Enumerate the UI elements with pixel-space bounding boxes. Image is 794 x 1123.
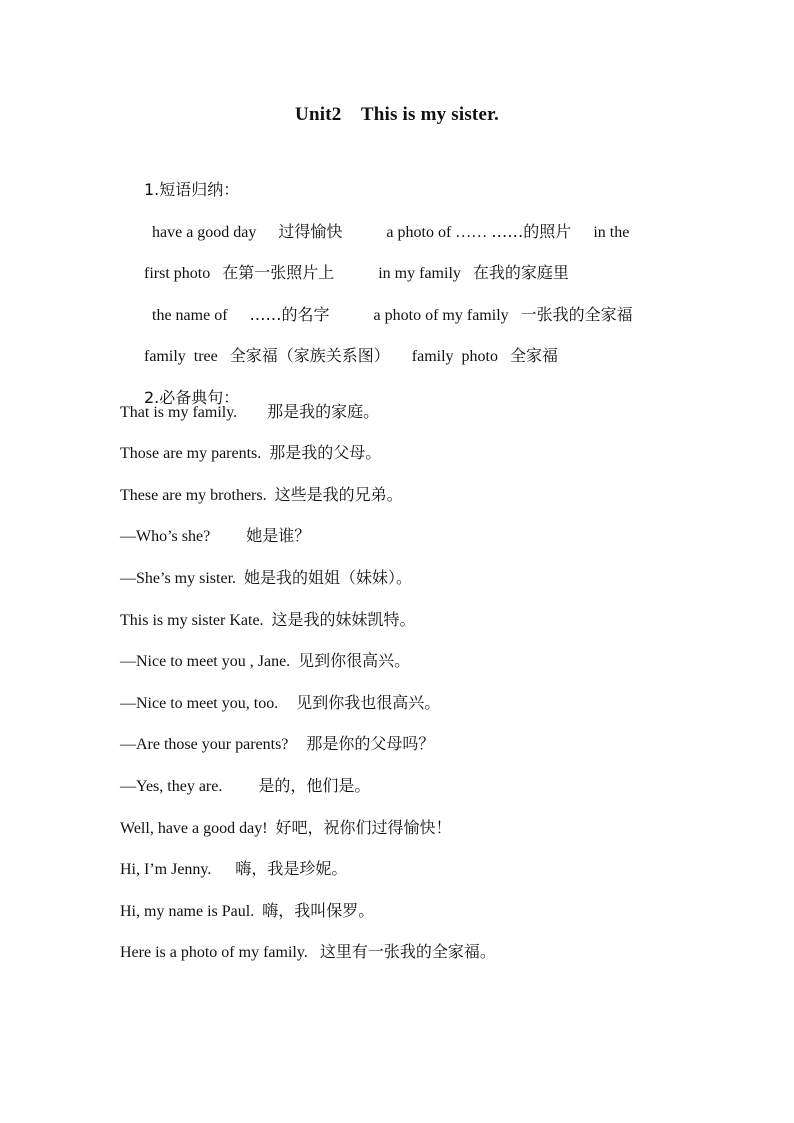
sentence-line [120, 938, 720, 980]
section2-heading: 2.必备典句： [144, 387, 240, 407]
section-heading-phrases [120, 148, 720, 199]
sentence-en: —Who’s she? [120, 528, 211, 546]
sentence-line [120, 689, 720, 731]
phrase-zh: 在第一张照片上 [222, 263, 335, 283]
phrase-zh: ……的照片 [491, 221, 572, 241]
phrase-en: the name of [152, 306, 228, 324]
phrase-zh: 过得愉快 [278, 221, 343, 241]
sentence-en: That is my family. [120, 403, 238, 421]
sentence-line [120, 522, 720, 564]
sentence-zh: 见到你我也很高兴。 [296, 692, 441, 712]
sentence-line [120, 897, 720, 939]
sentence-en: —Nice to meet you , Jane. [120, 653, 291, 671]
sentence-en: —She’s my sister. [120, 569, 237, 587]
phrase-zh: 全家福（家族关系图） [229, 346, 390, 366]
sentence-zh: 是的，他们是。 [258, 775, 371, 795]
phrase-zh: 全家福 [509, 346, 558, 366]
sentence-zh: 好吧，祝你们过得愉快！ [275, 817, 452, 837]
sentence-line [120, 606, 720, 648]
sentence-zh: 见到你很高兴。 [298, 651, 411, 671]
sentence-zh: 那是我的家庭。 [267, 401, 380, 421]
sentence-en: Here is a photo of my family. [120, 944, 308, 962]
sentence-line [120, 772, 720, 814]
sentence-list [120, 398, 720, 980]
sentence-en: Hi, my name is Paul. [120, 902, 255, 920]
sentence-en: This is my sister Kate. [120, 611, 264, 629]
sentence-zh: 她是我的姐姐（妹妹）。 [244, 567, 413, 587]
sentence-en: Well, have a good day! [120, 819, 268, 837]
sentence-en: Hi, I’m Jenny. [120, 861, 212, 879]
sentence-en: —Yes, they are. [120, 777, 223, 795]
sentence-line [120, 814, 720, 856]
sentence-zh: 这些是我的兄弟。 [274, 484, 403, 504]
sentence-line [120, 730, 720, 772]
sentence-zh: 那是我的父母。 [269, 443, 382, 463]
phrase-en: a photo of my family [373, 306, 509, 324]
sentence-line [120, 855, 720, 897]
sentence-zh: 她是谁？ [246, 526, 311, 546]
sentence-en: Those are my parents. [120, 445, 262, 463]
phrase-en: a photo of …… [386, 223, 488, 241]
document-body [120, 148, 720, 980]
sentence-line [120, 398, 720, 440]
sentence-en: —Nice to meet you, too. [120, 694, 279, 712]
page-title: Unit2 This is my sister. [295, 104, 499, 125]
phrase-en: in my family [378, 265, 461, 283]
phrase-en: first photo [144, 265, 211, 283]
sentence-zh: 嗨，我是珍妮。 [235, 859, 348, 879]
phrase-zh: 在我的家庭里 [472, 263, 569, 283]
sentence-en: These are my brothers. [120, 486, 267, 504]
sentence-line [120, 439, 720, 481]
section1-heading: 1.短语归纳： [144, 180, 240, 199]
sentence-line [120, 564, 720, 606]
phrase-zh: ……的名字 [249, 304, 330, 324]
sentence-zh: 这是我的妹妹凯特。 [271, 609, 416, 629]
sentence-zh: 那是你的父母吗？ [306, 734, 435, 754]
sentence-zh: 嗨，我叫保罗。 [262, 900, 375, 920]
phrase-en: family photo [411, 348, 498, 366]
phrase-en: in the [593, 223, 630, 241]
sentence-en: —Are those your parents? [120, 736, 289, 754]
phrase-en: have a good day [152, 223, 257, 241]
phrase-zh: 一张我的全家福 [520, 304, 633, 324]
sentence-line [120, 647, 720, 689]
sentence-zh: 这里有一张我的全家福。 [319, 942, 496, 962]
phrase-en: family tree [144, 348, 218, 366]
sentence-line [120, 481, 720, 523]
